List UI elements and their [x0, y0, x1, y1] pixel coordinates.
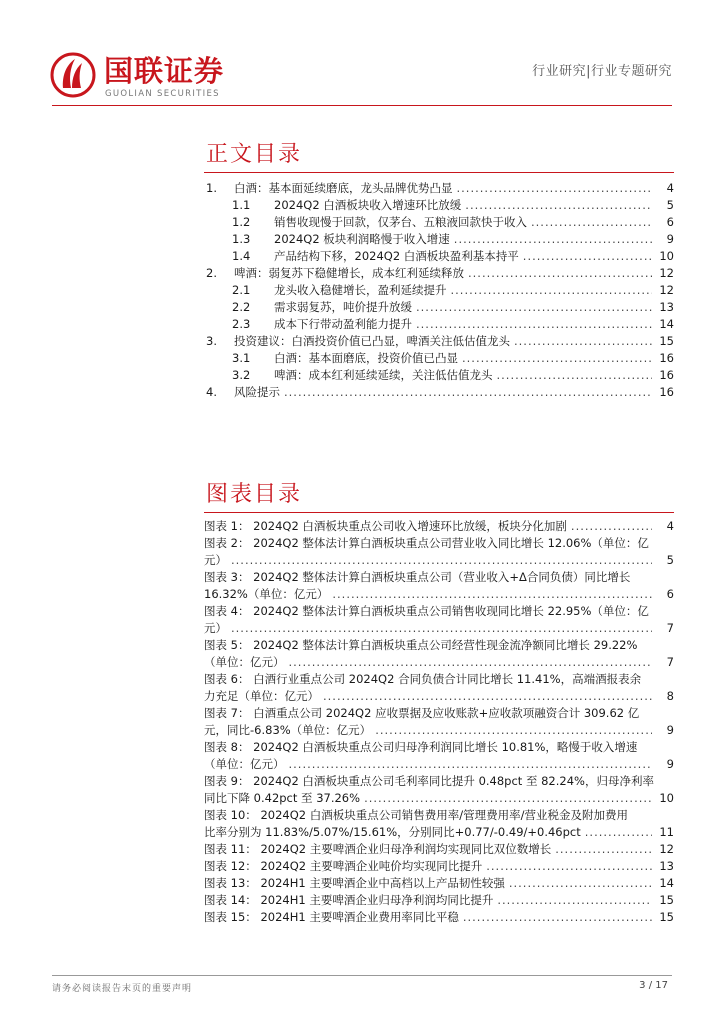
figure-caption: （单位：亿元） — [204, 655, 285, 669]
figure-leader-dots — [231, 552, 652, 569]
guolian-logo-icon — [50, 52, 96, 98]
figure-entry-line — [204, 790, 674, 807]
figure-entry-line — [204, 739, 674, 756]
toc-item-title: 需求弱复苏，吨价提升放缓 — [274, 300, 412, 314]
toc-item-number: 3. — [206, 334, 217, 348]
figure-list — [204, 518, 674, 926]
figure-caption: 图表 15： 2024H1 主要啤酒企业费用率同比平稳 — [204, 910, 459, 924]
figure-entry-line — [204, 773, 674, 790]
figure-caption: 16.32%（单位：亿元） — [204, 587, 329, 601]
figure-leader-dots — [486, 858, 652, 875]
toc-item-title: 龙头收入稳健增长，盈利延续提升 — [274, 283, 447, 297]
toc-item-title: 2024Q2 板块利润略慢于收入增速 — [274, 232, 450, 246]
figure-entry[interactable] — [204, 637, 674, 671]
toc-item-title: 投资建议：白酒投资价值已凸显，啤酒关注低估值龙头 — [234, 334, 510, 348]
figure-page: 8 — [666, 689, 674, 703]
toc-item-page: 6 — [666, 215, 674, 229]
toc-leader-dots — [514, 333, 652, 350]
figure-entry-line — [204, 807, 674, 824]
figure-caption: 图表 4： 2024Q2 整体法计算白酒板块重点公司销售收现同比增长 22.95%（单位：亿 — [204, 604, 649, 618]
figure-entry-line — [204, 654, 674, 671]
toc-item[interactable] — [204, 333, 674, 350]
toc-item-number: 4. — [206, 385, 217, 399]
toc-leader-dots — [497, 367, 653, 384]
brand-name-en: GUOLIAN SECURITIES — [105, 89, 220, 99]
figure-caption: 比率分别为 11.83%/5.07%/15.61%，分别同比+0.77/-0.49/+0.46pct — [204, 825, 581, 839]
toc-title: 正文目录 — [206, 142, 303, 167]
footer-divider — [52, 975, 672, 976]
toc-item[interactable] — [204, 367, 674, 384]
figure-caption: 元） — [204, 621, 227, 635]
figure-leader-dots — [364, 790, 652, 807]
toc-item-page: 16 — [659, 385, 674, 399]
figure-leader-dots — [231, 620, 652, 637]
toc-item-page: 4 — [666, 181, 674, 195]
toc-item-page: 15 — [659, 334, 674, 348]
figure-leader-dots — [332, 586, 652, 603]
figure-entry-line — [204, 518, 674, 535]
toc-item-number: 1.1 — [232, 198, 251, 212]
figure-entry[interactable] — [204, 909, 674, 926]
toc-item-page: 16 — [659, 351, 674, 365]
figure-leader-dots — [289, 756, 653, 773]
figure-page: 9 — [666, 757, 674, 771]
figure-entry[interactable] — [204, 705, 674, 739]
toc-item-title: 白酒：基本面延续磨底，龙头品牌优势凸显 — [234, 181, 453, 195]
figure-leader-dots — [571, 518, 652, 535]
toc-item-number: 1.3 — [232, 232, 251, 246]
figure-entry[interactable] — [204, 841, 674, 858]
figure-entry-line — [204, 722, 674, 739]
figure-page: 9 — [666, 723, 674, 737]
toc-leader-dots — [416, 316, 652, 333]
figures-title: 图表目录 — [206, 482, 303, 507]
figure-entry-line — [204, 671, 674, 688]
page-number: 3 / 17 — [639, 980, 668, 991]
figure-caption: 图表 5： 2024Q2 整体法计算白酒板块重点公司经营性现金流净额同比增长 29.22% — [204, 638, 638, 652]
figure-entry-line — [204, 569, 674, 586]
toc-leader-dots — [523, 248, 652, 265]
figure-page: 10 — [659, 791, 674, 805]
figure-page: 15 — [659, 893, 674, 907]
figure-page: 13 — [659, 859, 674, 873]
toc-item[interactable] — [204, 265, 674, 282]
toc-item-page: 16 — [659, 368, 674, 382]
figure-entry-line — [204, 637, 674, 654]
figure-caption: 图表 10： 2024Q2 白酒板块重点公司销售费用率/管理费用率/营业税金及附加费用 — [204, 808, 628, 822]
header-divider — [52, 105, 672, 106]
toc-item[interactable] — [204, 180, 674, 197]
toc-item[interactable] — [204, 384, 674, 401]
figure-caption: 同比下降 0.42pct 至 37.26% — [204, 791, 361, 805]
toc-leader-dots — [465, 197, 652, 214]
figure-caption: （单位：亿元） — [204, 757, 285, 771]
figure-caption: 图表 2： 2024Q2 整体法计算白酒板块重点公司营业收入同比增长 12.06%（单位：亿 — [204, 536, 649, 550]
figure-caption: 元） — [204, 553, 227, 567]
toc-leader-dots — [462, 350, 652, 367]
toc-item[interactable] — [204, 231, 674, 248]
toc-item[interactable] — [204, 299, 674, 316]
figure-entry[interactable] — [204, 518, 674, 535]
figure-page: 15 — [659, 910, 674, 924]
figure-entry-line — [204, 909, 674, 926]
figure-page: 5 — [666, 553, 674, 567]
report-category: 行业研究|行业专题研究 — [532, 64, 672, 79]
figure-caption: 图表 11： 2024Q2 主要啤酒企业归母净利润均实现同比双位数增长 — [204, 842, 552, 856]
brand-name: 国联证券 — [104, 54, 225, 88]
toc-leader-dots — [454, 231, 652, 248]
figure-page: 7 — [666, 621, 674, 635]
figure-entry-line — [204, 824, 674, 841]
toc-item-number: 2.3 — [232, 317, 251, 331]
figure-leader-dots — [289, 654, 653, 671]
toc-item-title: 成本下行带动盈利能力提升 — [274, 317, 412, 331]
figure-caption: 图表 7： 白酒重点公司 2024Q2 应收票据及应收账款+应收款项融资合计 309.62 亿 — [204, 706, 640, 720]
figure-leader-dots — [323, 688, 652, 705]
toc-item[interactable] — [204, 282, 674, 299]
toc-leader-dots — [284, 384, 652, 401]
toc-item-page: 5 — [666, 198, 674, 212]
toc-item-title: 啤酒：弱复苏下稳健增长，成本红利延续释放 — [234, 266, 464, 280]
toc-item[interactable] — [204, 350, 674, 367]
toc-item[interactable] — [204, 248, 674, 265]
toc-item-page: 12 — [659, 283, 674, 297]
toc-item-title: 产品结构下移，2024Q2 白酒板块盈利基本持平 — [274, 249, 519, 263]
figure-caption: 图表 14： 2024H1 主要啤酒企业归母净利润均同比提升 — [204, 893, 494, 907]
figure-leader-dots — [509, 875, 652, 892]
figure-leader-dots — [463, 909, 652, 926]
figure-entry-line — [204, 841, 674, 858]
toc-leader-dots — [531, 214, 652, 231]
figure-entry[interactable] — [204, 892, 674, 909]
toc-item-title: 2024Q2 白酒板块收入增速环比放缓 — [274, 198, 462, 212]
figure-entry-line — [204, 858, 674, 875]
figure-page: 4 — [666, 519, 674, 533]
toc-item[interactable] — [204, 214, 674, 231]
figure-leader-dots — [555, 841, 652, 858]
figure-page: 7 — [666, 655, 674, 669]
toc-item-page: 10 — [659, 249, 674, 263]
figure-page: 14 — [659, 876, 674, 890]
disclaimer-note: 请务必阅读报告末页的重要声明 — [52, 984, 193, 994]
figure-leader-dots — [375, 722, 652, 739]
figure-caption: 图表 13： 2024H1 主要啤酒企业中高档以上产品韧性较强 — [204, 876, 505, 890]
figure-entry[interactable] — [204, 569, 674, 603]
figure-entry-line — [204, 688, 674, 705]
figure-entry-line — [204, 705, 674, 722]
toc-item-page: 9 — [666, 232, 674, 246]
toc-title-divider — [204, 172, 674, 173]
figure-entry-line — [204, 756, 674, 773]
toc-item-number: 3.1 — [232, 351, 251, 365]
figure-entry[interactable] — [204, 875, 674, 892]
toc-item[interactable] — [204, 316, 674, 333]
figures-title-divider — [204, 512, 674, 513]
figure-entry[interactable] — [204, 807, 674, 841]
toc-item-title: 白酒：基本面磨底，投资价值已凸显 — [274, 351, 458, 365]
toc-item-page: 14 — [659, 317, 674, 331]
figure-caption: 图表 12： 2024Q2 主要啤酒企业吨价均实现同比提升 — [204, 859, 483, 873]
figure-entry[interactable] — [204, 671, 674, 705]
table-of-contents — [204, 180, 674, 401]
toc-item-number: 1.4 — [232, 249, 251, 263]
figure-caption: 力充足（单位：亿元） — [204, 689, 319, 703]
figure-entry[interactable] — [204, 603, 674, 637]
figure-caption: 元，同比-6.83%（单位：亿元） — [204, 723, 372, 737]
figure-entry-line — [204, 892, 674, 909]
toc-item[interactable] — [204, 197, 674, 214]
figure-caption: 图表 6： 白酒行业重点公司 2024Q2 合同负债合计同比增长 11.41%，高端酒报表余 — [204, 672, 642, 686]
figure-page: 11 — [659, 825, 674, 839]
figure-caption: 图表 1： 2024Q2 白酒板块重点公司收入增速环比放缓，板块分化加剧 — [204, 519, 567, 533]
figure-page: 6 — [666, 587, 674, 601]
toc-leader-dots — [416, 299, 652, 316]
toc-item-number: 2. — [206, 266, 217, 280]
figure-entry[interactable] — [204, 739, 674, 773]
toc-item-title: 销售收现慢于回款，仅茅台、五粮液回款快于收入 — [274, 215, 527, 229]
figure-entry[interactable] — [204, 535, 674, 569]
figure-leader-dots — [497, 892, 652, 909]
toc-item-number: 1.2 — [232, 215, 251, 229]
figure-page: 12 — [659, 842, 674, 856]
figure-caption: 图表 8： 2024Q2 白酒板块重点公司归母净利润同比增长 10.81%，略慢于收入增速 — [204, 740, 638, 754]
figure-leader-dots — [585, 824, 652, 841]
figure-entry[interactable] — [204, 773, 674, 807]
figure-entry-line — [204, 535, 674, 552]
page-header — [0, 0, 724, 104]
figure-entry-line — [204, 603, 674, 620]
figure-entry-line — [204, 586, 674, 603]
figure-caption: 图表 9： 2024Q2 白酒板块重点公司毛利率同比提升 0.48pct 至 82.24%，归母净利率 — [204, 774, 654, 788]
toc-item-number: 3.2 — [232, 368, 251, 382]
figure-entry-line — [204, 875, 674, 892]
toc-item-number: 2.2 — [232, 300, 251, 314]
toc-leader-dots — [468, 265, 652, 282]
toc-leader-dots — [457, 180, 653, 197]
toc-item-title: 风险提示 — [234, 385, 280, 399]
figure-entry-line — [204, 620, 674, 637]
toc-leader-dots — [451, 282, 653, 299]
figure-entry-line — [204, 552, 674, 569]
toc-item-page: 12 — [659, 266, 674, 280]
toc-item-title: 啤酒：成本红利延续延续，关注低估值龙头 — [274, 368, 493, 382]
toc-item-page: 13 — [659, 300, 674, 314]
figure-entry[interactable] — [204, 858, 674, 875]
toc-item-number: 1. — [206, 181, 217, 195]
toc-item-number: 2.1 — [232, 283, 251, 297]
figure-caption: 图表 3： 2024Q2 整体法计算白酒板块重点公司（营业收入+Δ合同负债）同比增长 — [204, 570, 631, 584]
